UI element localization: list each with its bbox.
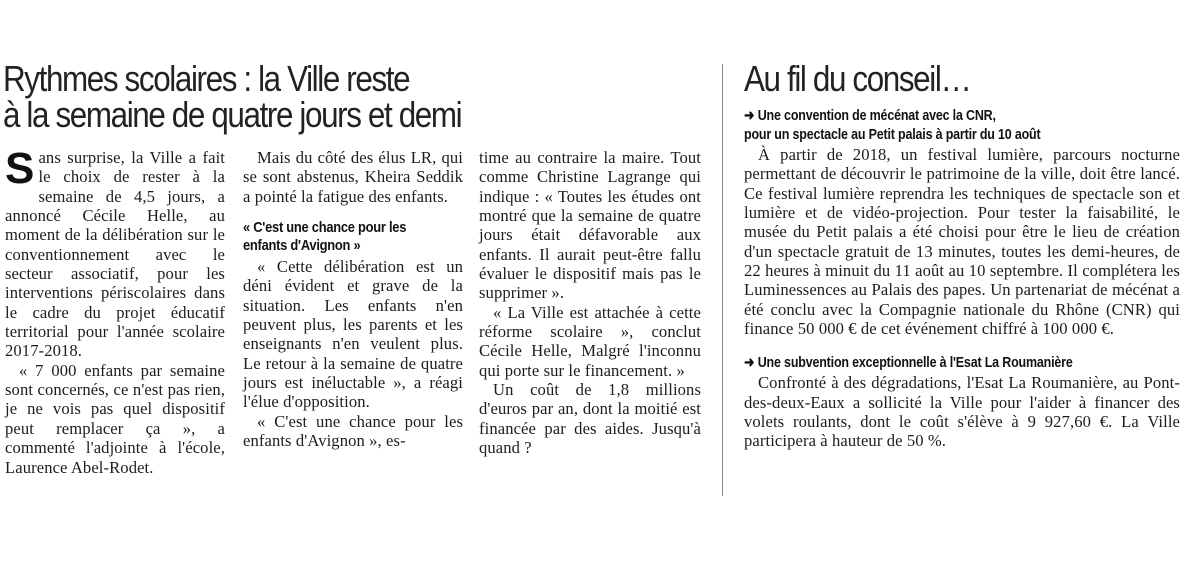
article-headline bbox=[3, 58, 562, 135]
arrow-right-icon: ➜ bbox=[744, 108, 755, 124]
headline-line-1: Rythmes scolaires : la Ville reste bbox=[3, 58, 410, 99]
item-1-heading: ➜ Une convention de mécénat avec la CNR, pour un spectacle au Petit palais à partir du 10 août bbox=[744, 108, 1041, 143]
headline-line-2: à la semaine de quatre jours et demi bbox=[3, 94, 462, 135]
item-1-body: À partir de 2018, un festival lumière, parcours nocturne permettant de découvrir le patrimoine de la ville, doit être lancé. Ce festival lumière reprendra les techniques de spectacle son et lumière et de vidéo-projection. Pour tester la faisabilité, le musée du Petit palais a été choisi pour être le lieu de création d'un spectacle gratuit de 13 minutes, toutes les demi-heures, de 22 heures à minuit du 11 août au 10 septembre. Il complétera les Luminessences au Palais des papes. Un partenariat de mécénat a été conclu avec la Compagnie nationale du Rhône (CNR) qui finance 50 000 € de cet événement chiffré à 100 000 €. bbox=[744, 145, 1180, 339]
article-paragraph-5: « C'est une chance pour les enfants d'Avignon », es- bbox=[243, 411, 463, 451]
article-column-2 bbox=[243, 148, 463, 450]
drop-cap: S bbox=[5, 144, 35, 193]
article-paragraph-1: Sans surprise, la Ville a fait le choix de rester à la semaine de 4,5 jours, a annoncé Cécile Helle, au moment de la délibération sur le conventionnement avec le secteur associatif, pour les interventions périscolaires dans le cadre du projet éducatif territorial pour l'année scolaire 2017-2018. bbox=[5, 144, 225, 361]
article-paragraph-7: « La Ville est attachée à cette réforme scolaire », conclut Cécile Helle, Malgré l'inconnu qui porte sur le financement. » bbox=[479, 302, 701, 380]
item-2-body: Confronté à des dégradations, l'Esat La Roumanière, au Pont-des-deux-Eaux a sollicité la Ville pour l'aider à financer des volets roulants, dont le coût s'élève à 9 927,60 €. La Ville participera à hauteur de 50 %. bbox=[744, 373, 1180, 451]
article-column-3 bbox=[479, 148, 701, 458]
conseil-column bbox=[744, 107, 1180, 451]
column-divider bbox=[722, 64, 723, 496]
arrow-right-icon: ➜ bbox=[744, 355, 755, 372]
article-paragraph-2: « 7 000 enfants par semaine sont concernés, ce n'est pas rien, je ne vois pas quel dispositif peut remplacer ça », a commenté l'adjointe à l'école, Laurence Abel-Rodet. bbox=[5, 360, 225, 477]
article-subheading: « C'est une chance pour les enfants d'Avignon » bbox=[243, 219, 407, 255]
article-paragraph-4: « Cette délibération est un déni évident et grave de la situation. Les enfants n'en peuvent plus, les parents et les enseignants n'en veulent plus. Le retour à la semaine de quatre jours est inéluctable », a réagi l'élue d'opposition. bbox=[243, 257, 463, 412]
article-column-1 bbox=[5, 144, 225, 477]
article-paragraph-8: Un coût de 1,8 millions d'euros par an, dont la moitié est financée par des aides. Jusqu'à quand ? bbox=[479, 380, 701, 458]
article-paragraph-6: time au contraire la maire. Tout comme Christine Lagrange qui indique : « Toutes les études ont montré que la semaine de quatre jours était défavorable aux enfants. Il aurait peut-être fallu évaluer le dispositif mais pas le supprimer ». bbox=[479, 148, 701, 303]
conseil-title: Au fil du conseil… bbox=[744, 58, 971, 99]
article-paragraph-3: Mais du côté des élus LR, qui se sont abstenus, Kheira Seddik a pointé la fatigue des enfants. bbox=[243, 148, 463, 206]
item-2-heading: ➜ Une subvention exceptionnelle à l'Esat La Roumanière bbox=[744, 355, 1073, 372]
